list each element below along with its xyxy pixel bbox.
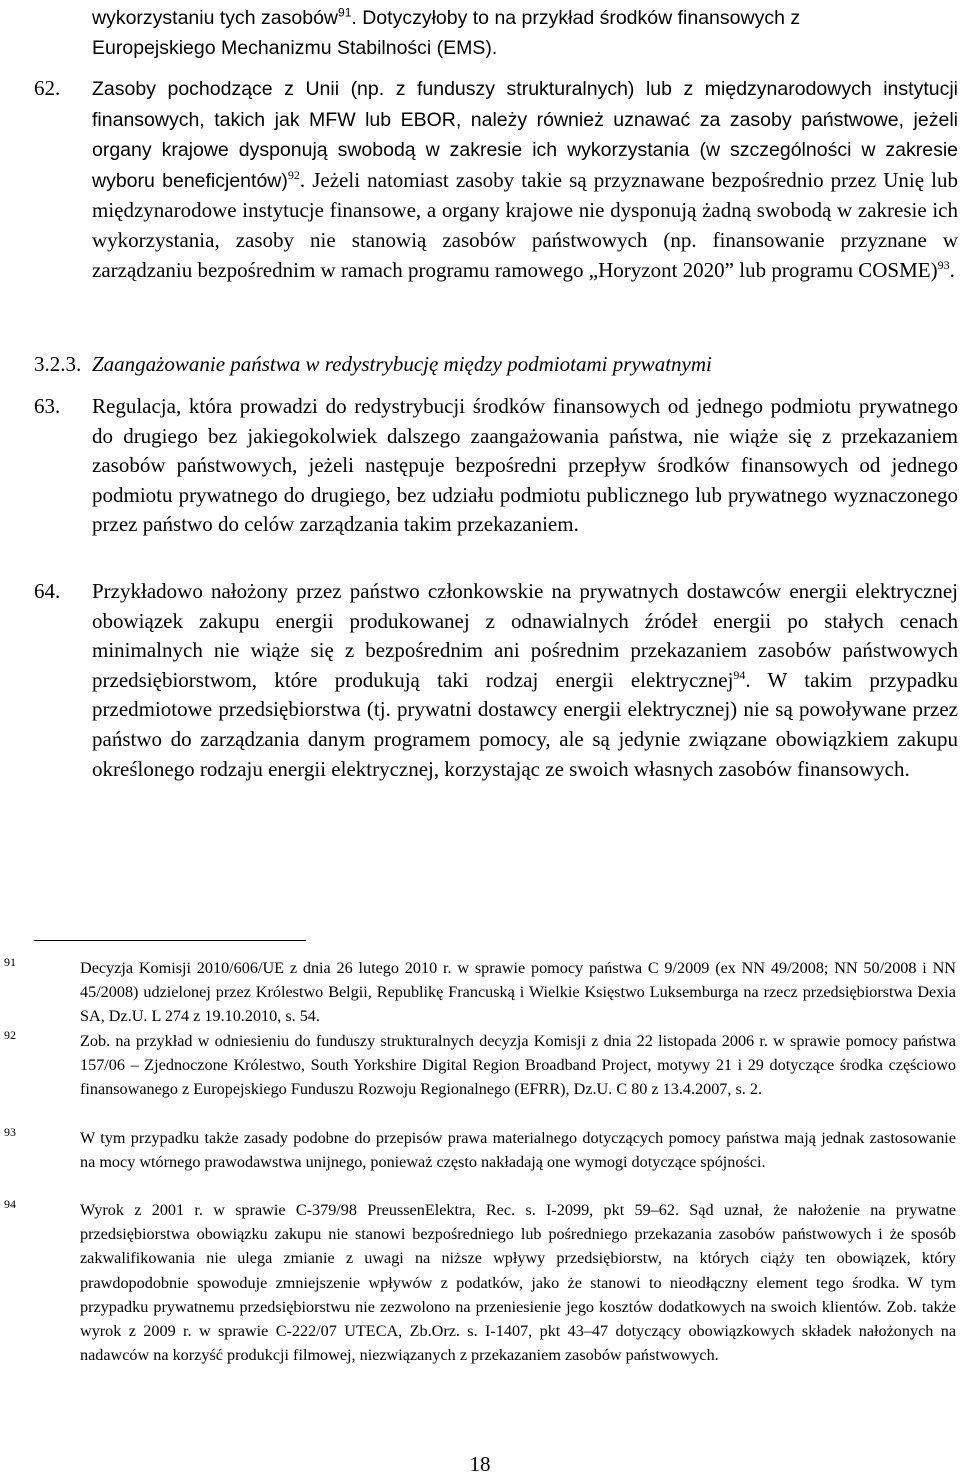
footnote-ref-93[interactable]: 93 [937, 257, 950, 272]
footnote-ref-94[interactable]: 94 [733, 667, 746, 682]
footnote-93: W tym przypadku także zasady podobne do przepisów prawa materialnego dotyczących pomocy państwa mają jednak zastosowanie na mocy wtórnego prawodawstwa unijnego, ponieważ często nakładają one wymogi dotyczące spójności. [80, 1129, 956, 1172]
continuation-paragraph: wykorzystaniu tych zasobów$^{91}$. Dotyczyłoby to na przykład środków finansowych z Europejskiego Mechanizmu Stabilności (EMS). [92, 5, 801, 59]
section-title: Zaangażowanie państwa w redystrybucję między podmiotami prywatnymi [92, 352, 712, 376]
paragraph-number-64: 64. [34, 579, 61, 603]
footnote-ref-92[interactable]: 92 [287, 167, 300, 182]
footnote-number-91: 91 [4, 955, 16, 969]
footnote-number-94: 94 [4, 1197, 16, 1211]
footnote-separator [34, 940, 306, 941]
paragraph-64: Przykładowo nałożony przez państwo członkowskie na prywatnych dostawców energii elektrycznej obowiązek zakupu energii produkowanej z odnawialnych źródeł energii po stałych cenach minimalnych nie wiąże się z bezpośrednim ani pośrednim przekazaniem zasobów państwowych przedsiębiorstwom, które produkują taki rodzaj energii elektrycznej$^{94}$. W takim przypadku przedmiotowe przedsiębiorstwa (tj. prywatni dostawcy energii elektrycznej) nie są powoływane przez państwo do zarządzania danym programem pomocy, ale są jedynie związane obowiązkiem zakupu określonego rodzaju energii elektrycznej, korzystając ze swoich własnych zasobów finansowych. [92, 579, 958, 781]
paragraph-63: Regulacja, która prowadzi do redystrybucji środków finansowych od jednego podmiotu prywatnego do drugiego bez jakiegokolwiek dalszego zaangażowania państwa, nie wiąże się z przekazaniem zasobów państwowych, jeżeli następuje bezpośredni przepływ środków finansowych od jednego podmiotu prywatnego do drugiego, bez udziału podmiotu publicznego lub prywatnego wyznaczonego przez państwo do celów zarządzania takim przekazaniem. [92, 394, 958, 537]
section-number: 3.2.3. [34, 352, 82, 376]
footnote-number-92: 92 [4, 1028, 16, 1042]
footnote-ref-91[interactable]: 91 [338, 5, 352, 20]
footnote-92: Zob. na przykład w odniesieniu do funduszy strukturalnych decyzja Komisji z dnia 22 listopada 2006 r. w sprawie pomocy państwa 157/06 – Zjednoczone Królestwo, South Yorkshire Digital Region Broadband Project, motywy 21 i 29 dotyczące środka częściowo finansowanego z Europejskiego Funduszu Rozwoju Regionalnego (EFRR), Dz.U. C 80 z 13.4.2007, s. 2. [80, 1032, 956, 1099]
footnote-91: Decyzja Komisji 2010/606/UE z dnia 26 lutego 2010 r. w sprawie pomocy państwa C 9/2009 (ex NN 49/2008; NN 50/2008 i NN 45/2008) udzielonej przez Królestwo Belgii, Republikę Francuską i Wielkie Księstwo Luksemburga na rzecz przedsiębiorstwa Dexia SA, Dz.U. L 274 z 19.10.2010, s. 54. [80, 959, 956, 1026]
paragraph-number-62: 62. [34, 76, 61, 100]
footnote-94: Wyrok z 2001 r. w sprawie C-379/98 PreussenElektra, Rec. s. I-2099, pkt 59–62. Sąd uznał, że nałożenie na prywatne przedsiębiorstwa obowiązku zakupu nie stanowi bezpośredniego lub pośredniego przekazania zasobów państwowych i że sposób zakwalifikowania nie ulega zmianie z uwagi na niższe wpływy przedsiębiorstw, na których ciąży ten obowiązek, który prawdopodobnie spowoduje zmniejszenie wpływów z podatków, jako że stanowi to nieodłączny element tego środka. W tym przypadku prywatnemu przedsiębiorstwu nie zezwolono na przeniesienie jego kosztów dodatkowych na swoich klientów. Zob. także wyrok z 2009 r. w sprawie C-222/07 UTECA, Zb.Orz. s. I-1407, pkt 43–47 dotyczący obowiązkowych składek nałożonych na nadawców na korzyść produkcji filmowej, niezwiązanych z przekazaniem zasobów państwowych. [80, 1201, 956, 1365]
footnote-number-93: 93 [4, 1125, 16, 1139]
paragraph-62: Zasoby pochodzące z Unii (np. z funduszy strukturalnych) lub z międzynarodowych instytucji finansowych, takich jak MFW lub EBOR, należy również uznawać za zasoby państwowe, jeżeli organy krajowe dysponują swobodą w zakresie ich wykorzystania (w szczególności w zakresie wyboru beneficjentów)$^{92}$. Jeżeli natomiast zasoby takie są przyznawane bezpośrednio przez Unię lub międzynarodowe instytucje finansowe, a organy krajowe nie dysponują żadną swobodą w zakresie ich wykorzystania, zasoby nie stanowią zasobów państwowych (np. finansowanie przyznane w zarządzaniu bezpośrednim w ramach programu ramowego „Horyzont 2020” lub programu COSME)$^{93}$. [92, 78, 958, 282]
page-number: 18 [469, 1452, 491, 1476]
paragraph-number-63: 63. [34, 394, 61, 418]
